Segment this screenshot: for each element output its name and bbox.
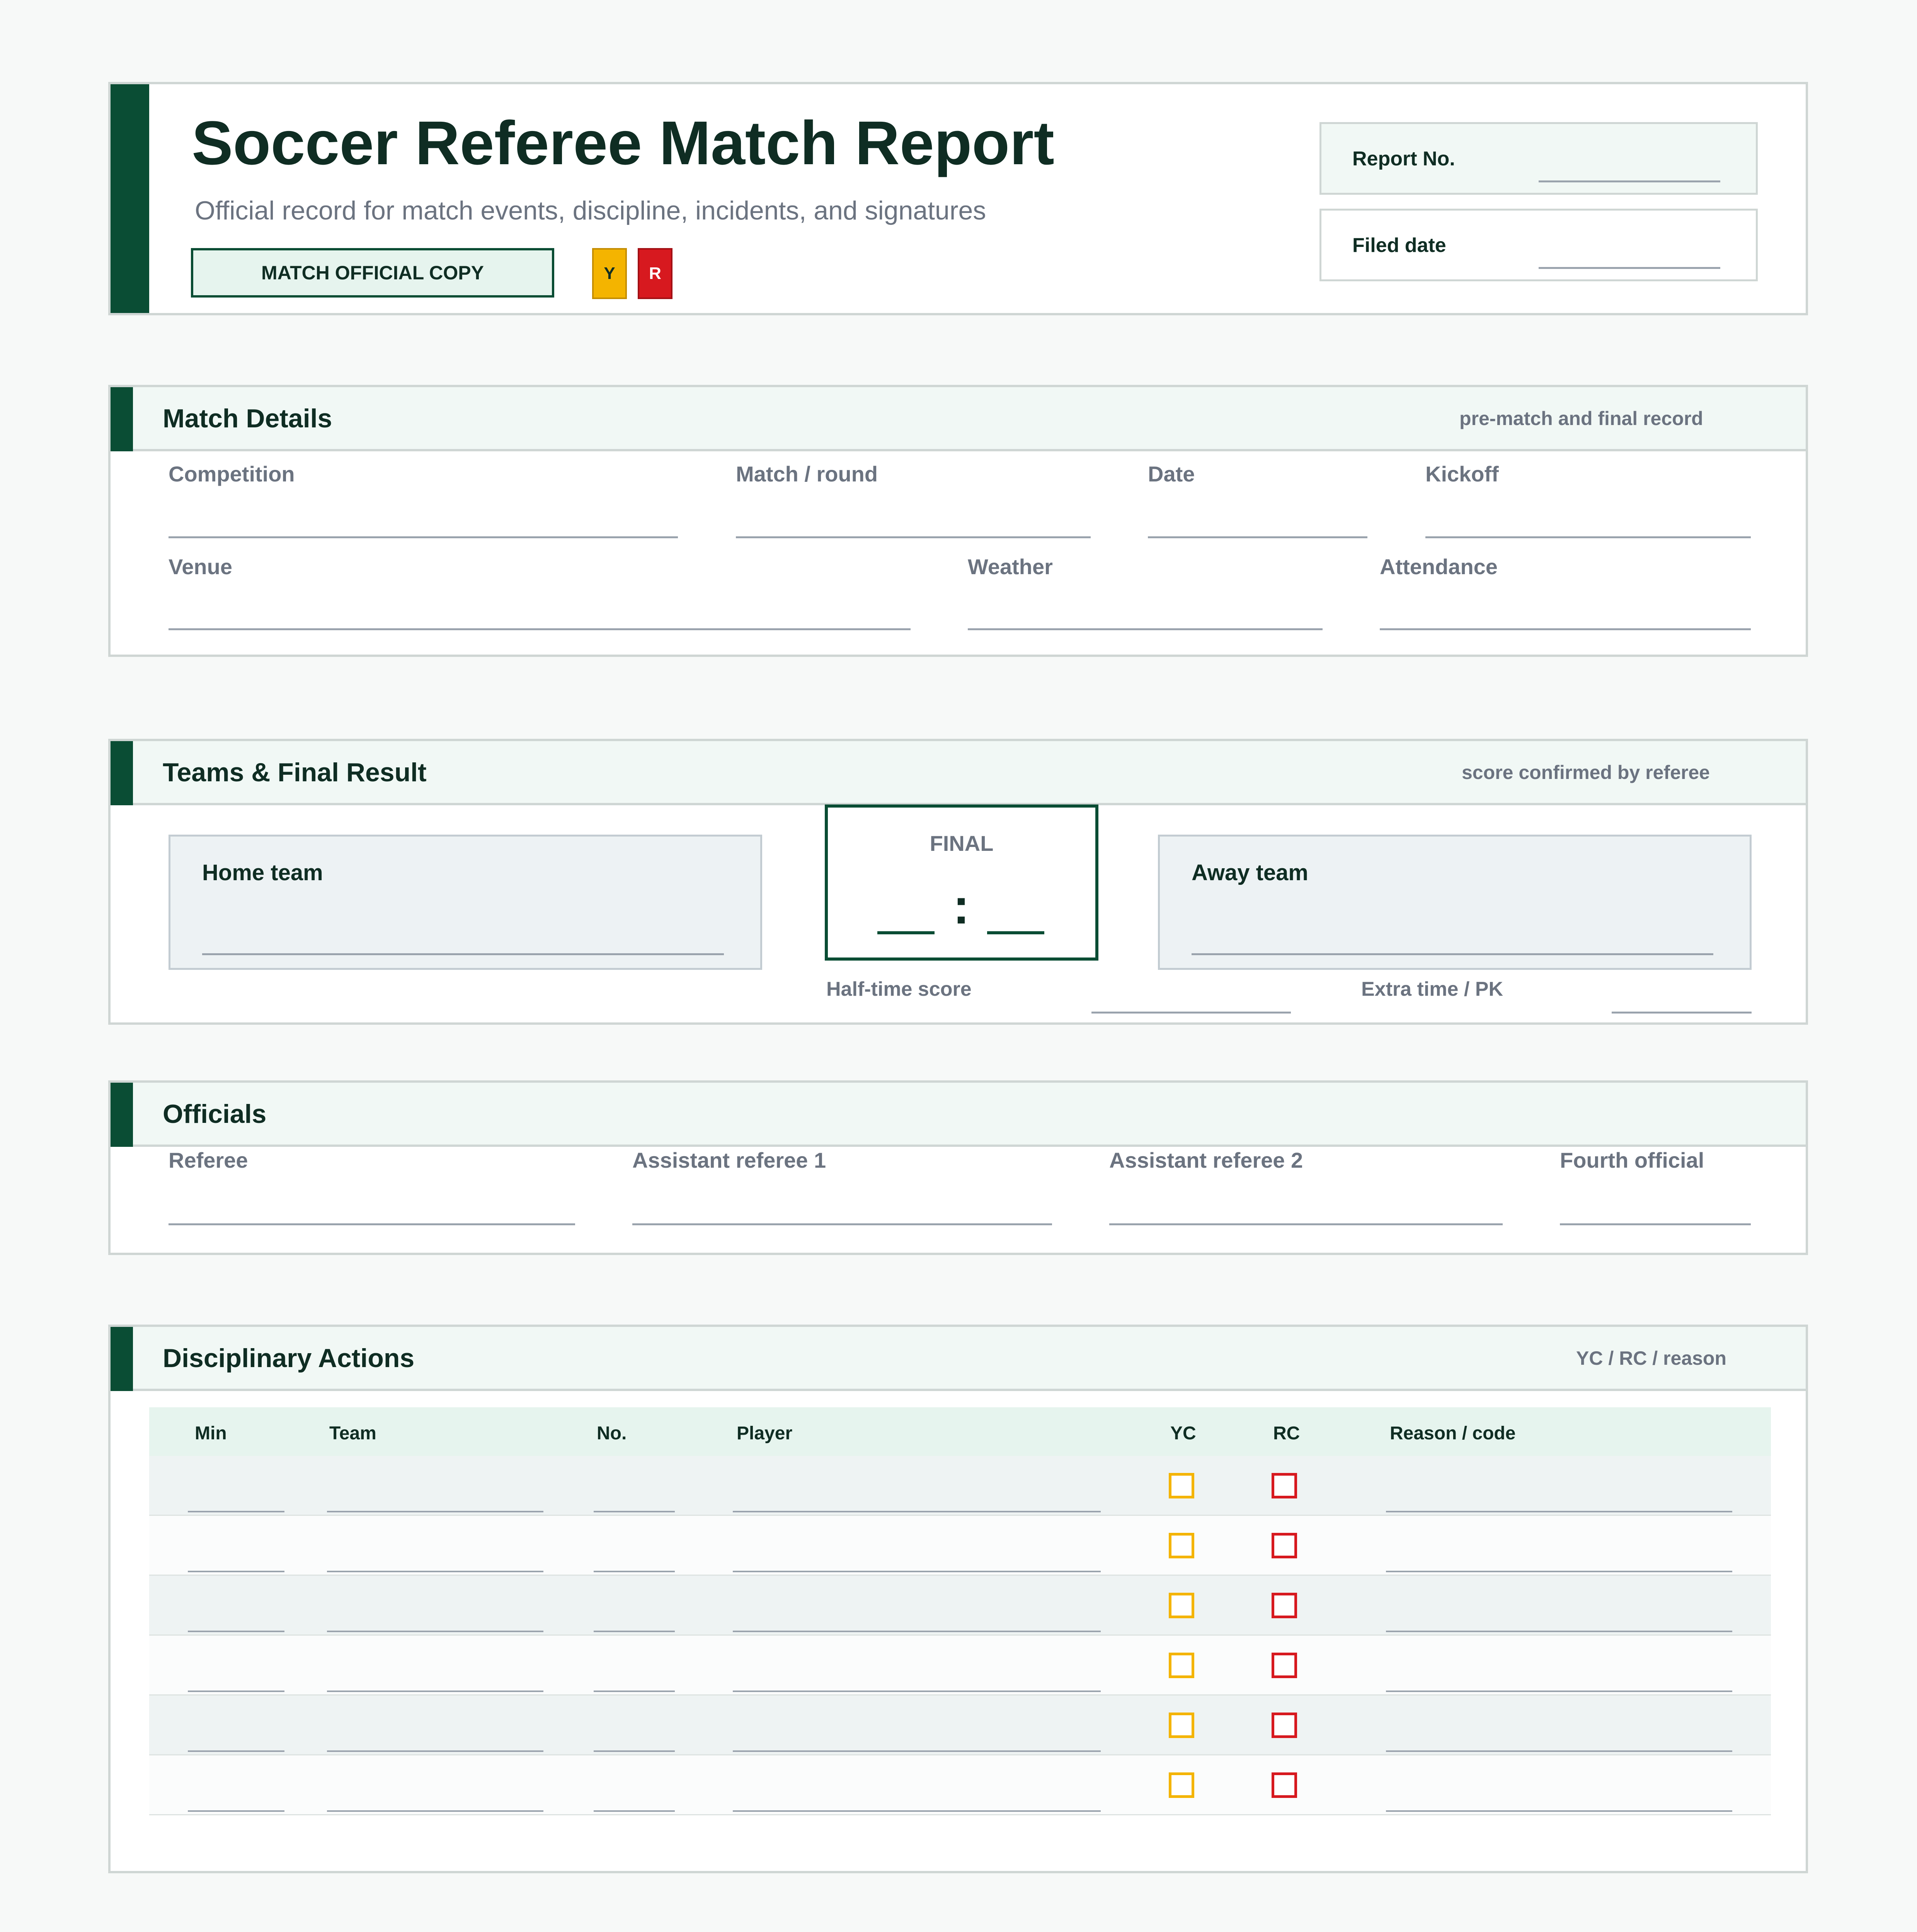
official-copy-badge (191, 248, 554, 298)
section-header (111, 387, 1806, 451)
yellow-card-letter: Y (604, 264, 615, 283)
venue-field[interactable] (169, 628, 911, 630)
final-label: FINAL (930, 831, 994, 855)
table-row (149, 1456, 1771, 1516)
ar1-field[interactable] (632, 1223, 1052, 1225)
home-team-label: Home team (202, 860, 323, 885)
number-field[interactable] (594, 1511, 675, 1512)
table-row (149, 1516, 1771, 1576)
final-score-box (825, 804, 1098, 961)
player-field[interactable] (733, 1810, 1101, 1812)
round-field[interactable] (736, 536, 1091, 538)
red-card-checkbox[interactable] (1272, 1593, 1297, 1618)
section-accent-bar (111, 387, 133, 451)
red-card-checkbox[interactable] (1272, 1713, 1297, 1738)
section-accent-bar (111, 1083, 133, 1147)
section-title: Match Details (163, 404, 332, 433)
away-score-field[interactable] (987, 931, 1044, 934)
section-note: score confirmed by referee (1462, 762, 1710, 783)
table-row (149, 1576, 1771, 1636)
reason-field[interactable] (1386, 1571, 1732, 1572)
section-accent-bar (111, 741, 133, 805)
team-field[interactable] (327, 1810, 543, 1812)
venue-label: Venue (169, 554, 232, 579)
col-number: No. (597, 1423, 627, 1444)
team-field[interactable] (327, 1571, 543, 1572)
away-team-field[interactable] (1192, 953, 1713, 955)
player-field[interactable] (733, 1571, 1101, 1572)
yellow-card-checkbox[interactable] (1169, 1593, 1194, 1618)
fourth-official-label: Fourth official (1560, 1148, 1704, 1172)
section-accent-bar (111, 1327, 133, 1391)
reason-field[interactable] (1386, 1511, 1732, 1512)
table-row (149, 1636, 1771, 1696)
min-field[interactable] (188, 1511, 284, 1512)
red-card-checkbox[interactable] (1272, 1473, 1297, 1498)
number-field[interactable] (594, 1750, 675, 1752)
reason-field[interactable] (1386, 1750, 1732, 1752)
home-team-box (169, 835, 762, 970)
player-field[interactable] (733, 1690, 1101, 1692)
red-card-icon (638, 248, 672, 299)
team-field[interactable] (327, 1631, 543, 1632)
red-card-checkbox[interactable] (1272, 1653, 1297, 1678)
yellow-card-checkbox[interactable] (1169, 1713, 1194, 1738)
referee-field[interactable] (169, 1223, 575, 1225)
report-no-field[interactable] (1539, 180, 1720, 182)
extra-time-label: Extra time / PK (1361, 978, 1503, 1000)
section-note: YC / RC / reason (1576, 1347, 1726, 1369)
team-field[interactable] (327, 1690, 543, 1692)
discipline-table-header (149, 1407, 1771, 1456)
date-field[interactable] (1148, 536, 1367, 538)
section-header (111, 1327, 1806, 1391)
number-field[interactable] (594, 1631, 675, 1632)
col-player: Player (737, 1423, 793, 1444)
table-row (149, 1696, 1771, 1755)
extra-time-field[interactable] (1612, 1012, 1752, 1014)
col-rc: RC (1273, 1423, 1300, 1444)
team-field[interactable] (327, 1750, 543, 1752)
filed-date-field[interactable] (1539, 267, 1720, 269)
attendance-label: Attendance (1380, 554, 1498, 579)
col-team: Team (329, 1423, 376, 1444)
page-subtitle: Official record for match events, discipline, incidents, and signatures (195, 196, 986, 225)
section-title: Disciplinary Actions (163, 1344, 415, 1373)
min-field[interactable] (188, 1631, 284, 1632)
home-score-field[interactable] (877, 931, 935, 934)
yellow-card-checkbox[interactable] (1169, 1653, 1194, 1678)
halftime-label: Half-time score (826, 978, 972, 1000)
section-title: Officials (163, 1099, 267, 1129)
section-note: pre-match and final record (1459, 408, 1703, 429)
report-no-box (1319, 122, 1758, 195)
number-field[interactable] (594, 1571, 675, 1572)
red-card-checkbox[interactable] (1272, 1772, 1297, 1798)
filed-date-label: Filed date (1352, 234, 1446, 257)
min-field[interactable] (188, 1690, 284, 1692)
min-field[interactable] (188, 1750, 284, 1752)
red-card-letter: R (649, 264, 661, 283)
ar2-field[interactable] (1109, 1223, 1503, 1225)
player-field[interactable] (733, 1631, 1101, 1632)
min-field[interactable] (188, 1810, 284, 1812)
red-card-checkbox[interactable] (1272, 1533, 1297, 1558)
away-team-box (1158, 835, 1752, 970)
round-label: Match / round (736, 462, 878, 486)
yellow-card-checkbox[interactable] (1169, 1772, 1194, 1798)
player-field[interactable] (733, 1750, 1101, 1752)
reason-field[interactable] (1386, 1810, 1732, 1812)
table-row (149, 1755, 1771, 1815)
report-no-label: Report No. (1352, 148, 1455, 170)
fourth-official-field[interactable] (1560, 1223, 1751, 1225)
weather-label: Weather (968, 554, 1053, 579)
col-reason: Reason / code (1390, 1423, 1516, 1444)
match-details-section (108, 385, 1808, 657)
page-title: Soccer Referee Match Report (192, 108, 1054, 177)
header-accent-bar (111, 84, 149, 313)
yellow-card-checkbox[interactable] (1169, 1473, 1194, 1498)
discipline-table (149, 1407, 1771, 1818)
score-separator: : (953, 878, 970, 934)
officials-section (108, 1080, 1808, 1255)
section-header (111, 1083, 1806, 1147)
kickoff-field[interactable] (1425, 536, 1751, 538)
referee-label: Referee (169, 1148, 248, 1172)
ar2-label: Assistant referee 2 (1109, 1148, 1303, 1172)
ar1-label: Assistant referee 1 (632, 1148, 826, 1172)
min-field[interactable] (188, 1571, 284, 1572)
kickoff-label: Kickoff (1425, 462, 1499, 486)
weather-field[interactable] (968, 628, 1323, 630)
teams-section (108, 739, 1808, 1025)
team-field[interactable] (327, 1511, 543, 1512)
number-field[interactable] (594, 1810, 675, 1812)
filed-date-box (1319, 209, 1758, 281)
date-label: Date (1148, 462, 1195, 486)
competition-field[interactable] (169, 536, 678, 538)
away-team-label: Away team (1192, 860, 1308, 885)
competition-label: Competition (169, 462, 295, 486)
reason-field[interactable] (1386, 1631, 1732, 1632)
number-field[interactable] (594, 1690, 675, 1692)
report-header (108, 82, 1808, 315)
section-title: Teams & Final Result (163, 758, 427, 787)
yellow-card-checkbox[interactable] (1169, 1533, 1194, 1558)
player-field[interactable] (733, 1511, 1101, 1512)
home-team-field[interactable] (202, 953, 724, 955)
reason-field[interactable] (1386, 1690, 1732, 1692)
yellow-card-icon (592, 248, 627, 299)
col-yc: YC (1170, 1423, 1196, 1444)
col-min: Min (195, 1423, 227, 1444)
halftime-field[interactable] (1091, 1012, 1291, 1014)
official-copy-label: MATCH OFFICIAL COPY (261, 262, 484, 284)
disciplinary-section (108, 1325, 1808, 1873)
section-header (111, 741, 1806, 805)
attendance-field[interactable] (1380, 628, 1751, 630)
